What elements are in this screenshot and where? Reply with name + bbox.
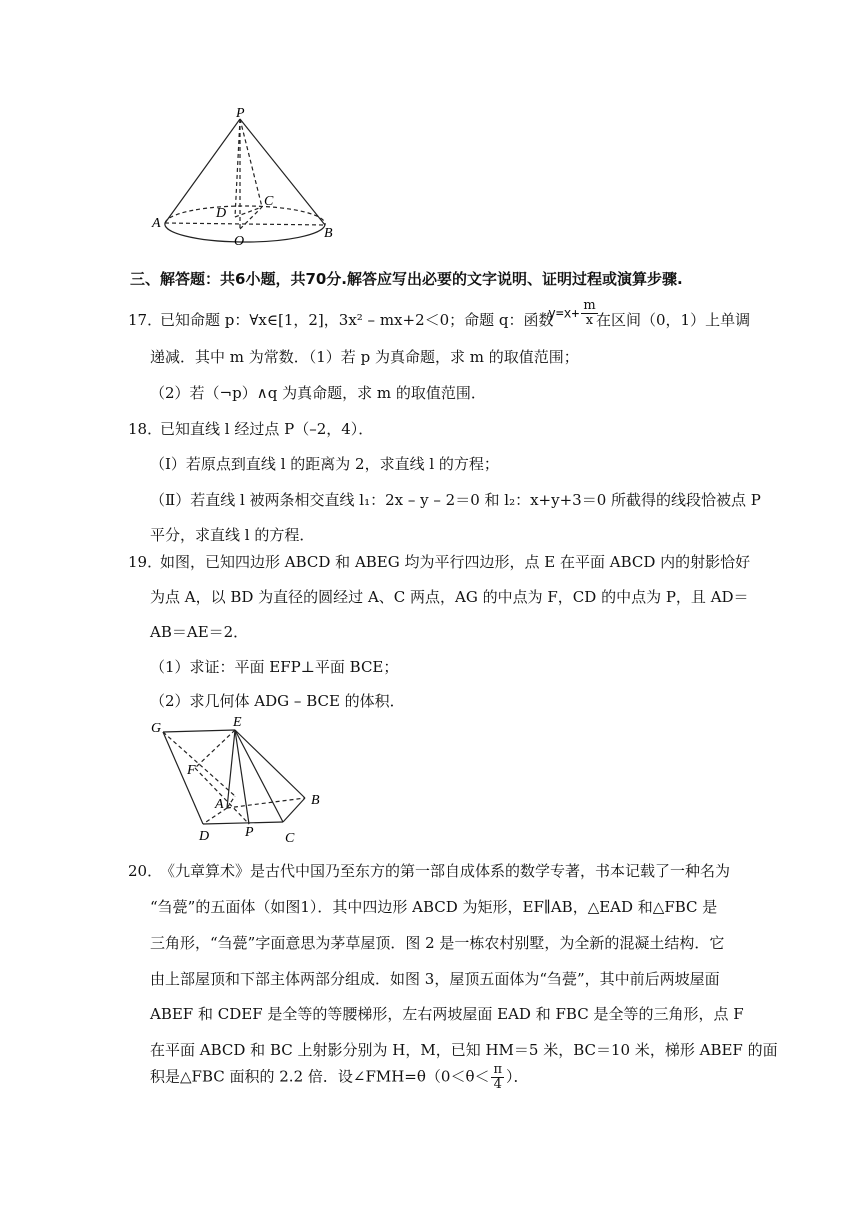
q20-line5: ABEF 和 CDEF 是全等的等腰梯形，左右两坡屋面 EAD 和 FBC 是全等的三角形，点 F	[150, 1005, 744, 1023]
q20-number: 20．	[128, 862, 163, 880]
cone-label-a: A	[152, 216, 161, 231]
q20-line7b: ）．	[506, 1067, 529, 1086]
solid-label-g: G	[151, 721, 162, 736]
cone-label-o: O	[234, 234, 245, 249]
q17-number: 17．	[128, 311, 163, 329]
cone-label-p: P	[236, 106, 245, 121]
solid-figure	[145, 712, 335, 852]
q18-line1: 已知直线 l 经过点 P（–2，4）．	[160, 420, 374, 438]
q20-frac-den: 4	[493, 1077, 502, 1092]
q17-function	[548, 299, 600, 328]
q20-frac-num: π	[493, 1062, 503, 1077]
q19-line2: 为点 A，以 BD 为直径的圆经过 A、C 两点，AG 的中点为 F，CD 的中点为 P，且 AD＝	[150, 588, 749, 606]
solid-label-p: P	[245, 825, 254, 840]
q17-func-y: y=x+	[548, 306, 580, 322]
q20-line2: “刍甍”的五面体（如图1）．其中四边形 ABCD 为矩形，EF∥AB，△EAD 和△FBC 是	[150, 898, 718, 916]
cone-label-b: B	[324, 226, 333, 241]
solid-label-e: E	[233, 715, 242, 730]
q20-line3: 三角形，“刍甍”字面意思为茅草屋顶．图 2 是一栋农村别墅，为全新的混凝土结构．它	[150, 934, 725, 952]
q19-line3: AB＝AE＝2．	[150, 623, 249, 641]
q17-frac-num: m	[583, 298, 596, 313]
q18-number: 18．	[128, 420, 163, 438]
q17-line1a: 已知命题 p：∀x∈[1，2]，3x² – mx+2＜0；命题 q：函数	[160, 311, 554, 329]
cone-figure	[150, 105, 340, 250]
solid-label-a: A	[215, 797, 224, 812]
q17-frac-den: x	[585, 313, 594, 328]
cone-label-d: D	[216, 206, 227, 221]
q19-line1: 如图，已知四边形 ABCD 和 ABEG 均为平行四边形，点 E 在平面 ABCD 内的射影恰好	[160, 553, 751, 571]
q17-line3: （2）若（¬p）∧q 为真命题，求 m 的取值范围．	[150, 384, 486, 402]
q19-line5: （2）求几何体 ADG – BCE 的体积．	[150, 692, 405, 710]
q20-fraction	[491, 1063, 504, 1092]
q17-line1b: 在区间（0，1）上单调	[596, 311, 751, 329]
solid-label-d: D	[199, 829, 210, 844]
q20-line7a: 积是△FBC 面积的 2.2 倍．设∠FMH=θ（0＜θ＜	[150, 1067, 490, 1086]
q17-line2: 递减．其中 m 为常数．（1）若 p 为真命题，求 m 的取值范围；	[150, 348, 579, 366]
q18-line2: （Ⅰ）若原点到直线 l 的距离为 2，求直线 l 的方程；	[150, 455, 499, 473]
q20-line1: 《九章算术》是古代中国乃至东方的第一部自成体系的数学专著，书本记载了一种名为	[160, 862, 731, 880]
solid-label-c: C	[285, 831, 295, 846]
q20-line6: 在平面 ABCD 和 BC 上射影分别为 H，M，已知 HM＝5 米，BC＝10 米，梯形 ABEF 的面	[150, 1041, 778, 1059]
q20-line7	[150, 1063, 529, 1092]
section-title: 三、解答题：共6小题，共70分.解答应写出必要的文字说明、证明过程或演算步骤.	[130, 270, 683, 288]
q19-line4: （1）求证：平面 EFP⊥平面 BCE；	[150, 658, 399, 676]
q20-line4: 由上部屋顶和下部主体两部分组成．如图 3，屋顶五面体为“刍甍”，其中前后两坡屋面	[150, 970, 720, 988]
q18-line4: 平分，求直线 l 的方程．	[150, 526, 315, 544]
q19-number: 19．	[128, 553, 163, 571]
solid-label-f: F	[187, 763, 196, 778]
solid-label-b: B	[311, 793, 320, 808]
cone-label-c: C	[264, 194, 274, 209]
q18-line3: （Ⅱ）若直线 l 被两条相交直线 l₁：2x – y – 2＝0 和 l₂：x+y+3＝0 所截得的线段恰被点 P	[150, 491, 761, 509]
